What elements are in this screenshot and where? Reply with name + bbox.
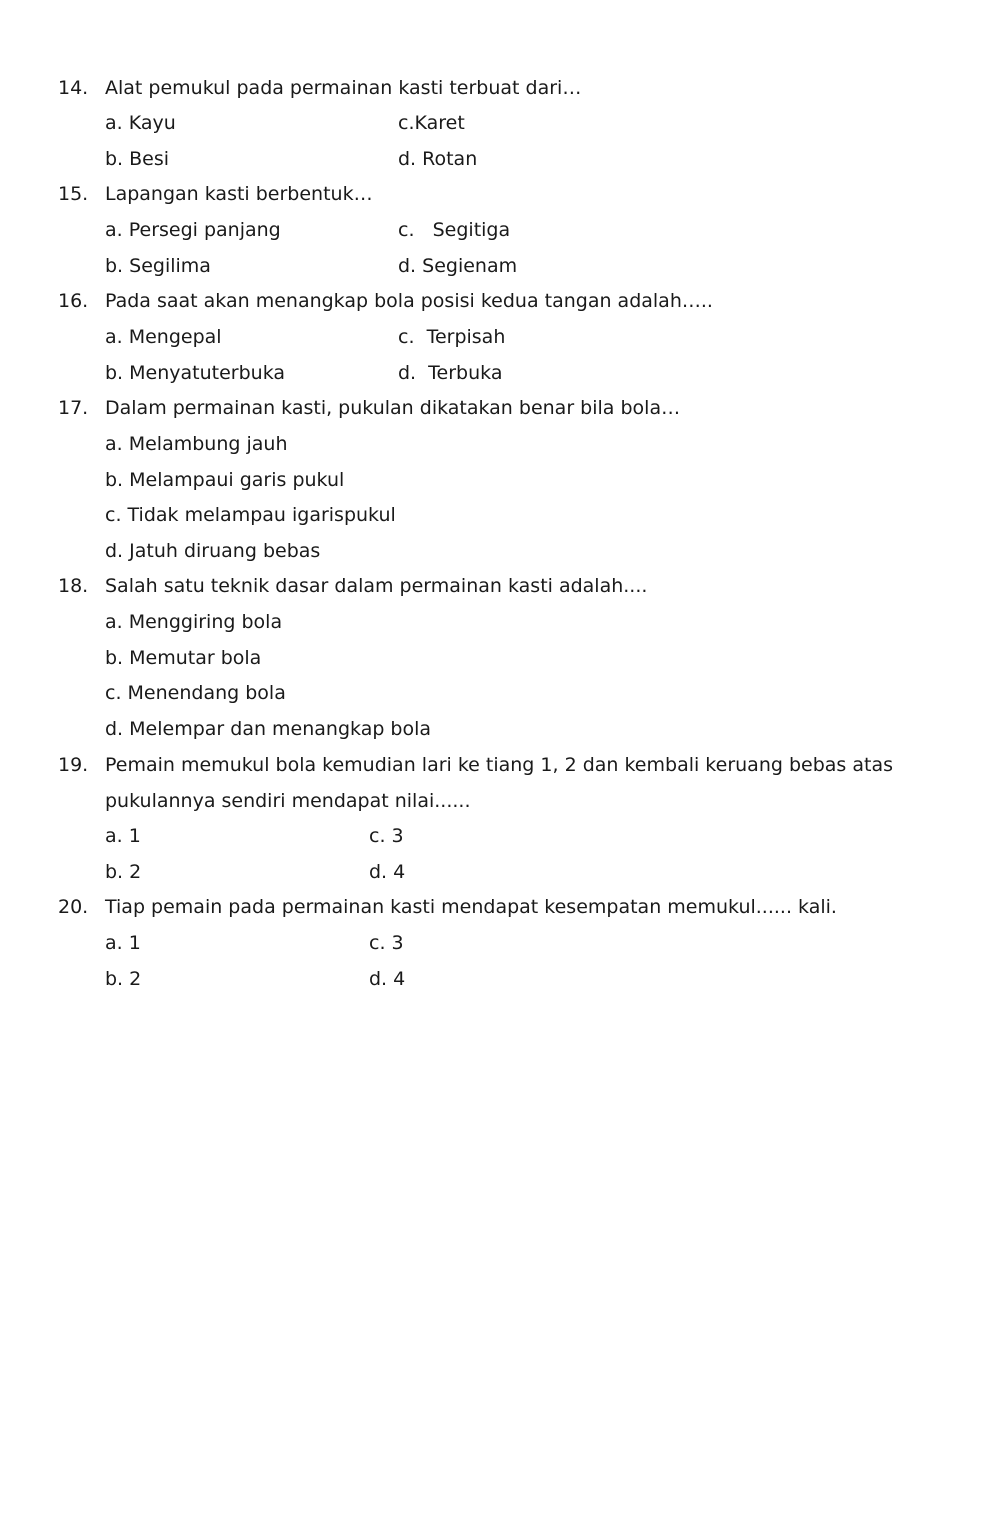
option-a: a. 1 xyxy=(105,932,141,954)
option-a: a. 1 xyxy=(105,825,141,847)
question-text-continued: pukulannya sendiri mendapat nilai...... xyxy=(105,790,471,812)
option-c: c. Menendang bola xyxy=(105,682,286,704)
option-b: b. Besi xyxy=(105,148,170,170)
option-b: b. Memutar bola xyxy=(105,647,262,669)
option-b: b. Segilima xyxy=(105,255,211,277)
option-b: b. 2 xyxy=(105,861,142,883)
option-d: d. Segienam xyxy=(398,255,518,277)
option-d: d. 4 xyxy=(369,861,406,883)
option-b: b. 2 xyxy=(105,968,142,990)
option-d: d. 4 xyxy=(369,968,406,990)
question-text: Dalam permainan kasti, pukulan dikatakan benar bila bola… xyxy=(105,397,681,419)
question-number: 20. xyxy=(58,896,89,918)
option-a: a. Kayu xyxy=(105,112,176,134)
option-d: d. Melempar dan menangkap bola xyxy=(105,718,432,740)
option-c: c. Tidak melampau igarispukul xyxy=(105,504,396,526)
question-text: Alat pemukul pada permainan kasti terbuat dari… xyxy=(105,77,582,99)
question-number: 15. xyxy=(58,183,89,205)
option-c: c. Terpisah xyxy=(398,326,506,348)
option-b: b. Melampaui garis pukul xyxy=(105,469,345,491)
question-number: 19. xyxy=(58,754,89,776)
option-c: c.Karet xyxy=(398,112,465,134)
option-c: c. 3 xyxy=(369,825,404,847)
option-d: d. Terbuka xyxy=(398,362,503,384)
question-number: 17. xyxy=(58,397,89,419)
option-c: c. Segitiga xyxy=(398,219,511,241)
option-a: a. Persegi panjang xyxy=(105,219,281,241)
question-number: 18. xyxy=(58,575,89,597)
question-text: Salah satu teknik dasar dalam permainan kasti adalah.... xyxy=(105,575,648,597)
question-text: Tiap pemain pada permainan kasti mendapat kesempatan memukul...... kali. xyxy=(105,896,837,918)
question-number: 14. xyxy=(58,77,89,99)
option-d: d. Rotan xyxy=(398,148,478,170)
option-a: a. Mengepal xyxy=(105,326,222,348)
option-b: b. Menyatuterbuka xyxy=(105,362,286,384)
option-d: d. Jatuh diruang bebas xyxy=(105,540,321,562)
option-a: a. Menggiring bola xyxy=(105,611,283,633)
question-text: Pemain memukul bola kemudian lari ke tiang 1, 2 dan kembali keruang bebas atas xyxy=(105,754,893,776)
question-number: 16. xyxy=(58,290,89,312)
question-text: Pada saat akan menangkap bola posisi kedua tangan adalah….. xyxy=(105,290,713,312)
option-a: a. Melambung jauh xyxy=(105,433,288,455)
option-c: c. 3 xyxy=(369,932,404,954)
question-text: Lapangan kasti berbentuk… xyxy=(105,183,373,205)
